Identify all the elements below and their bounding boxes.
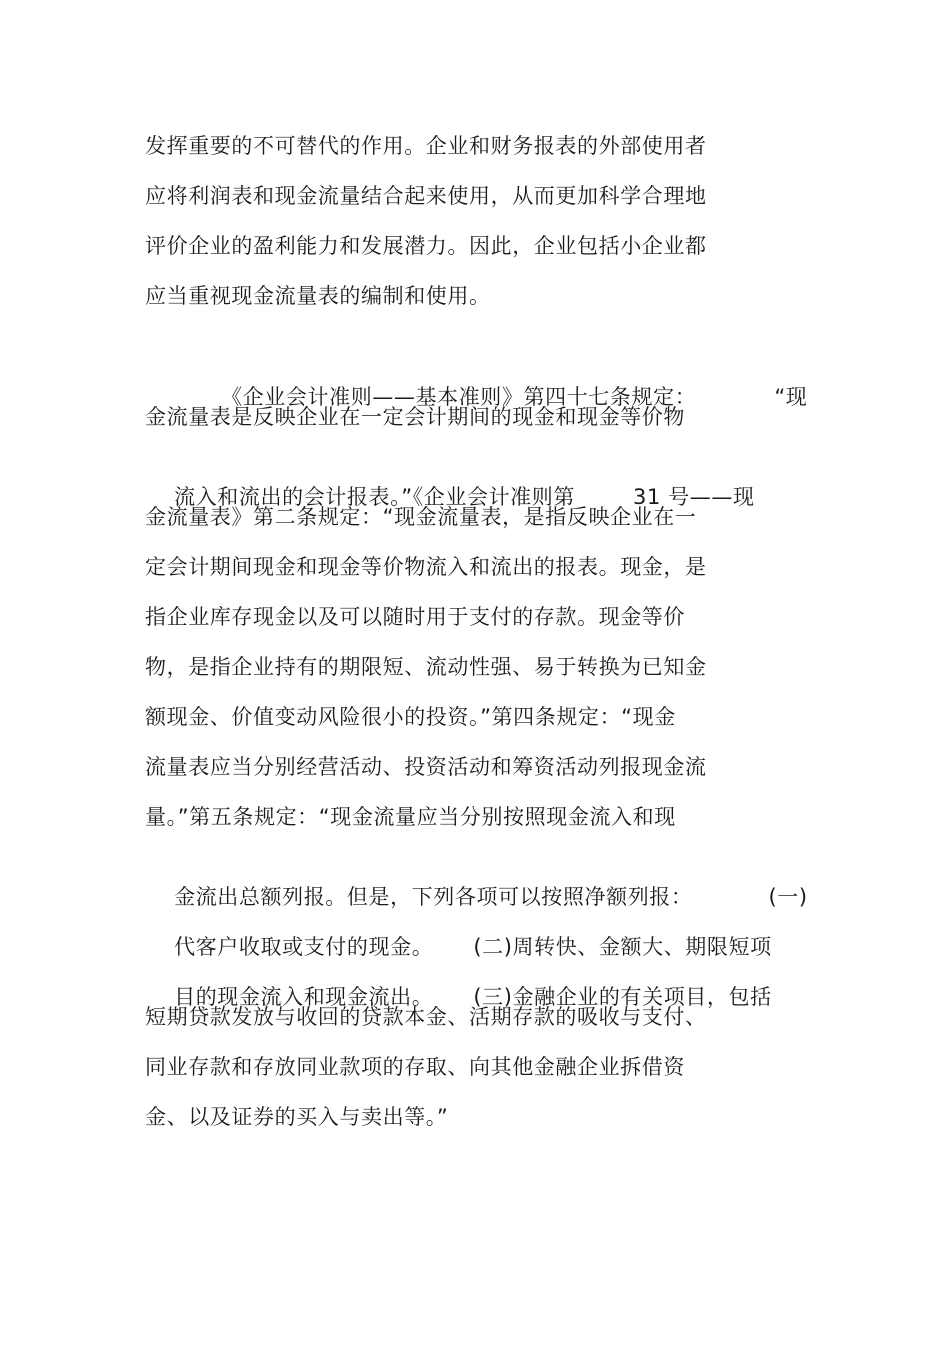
paragraph-2-line-11 [145,852,808,909]
paragraph-2-line-5: 定会计期间现金和现金等价物流入和流出的报表。现金，是 [145,555,707,579]
paragraph-2-line-3-tail: 31 号——现 [633,485,755,509]
paragraph-2-line-9: 流量表应当分别经营活动、投资活动和筹资活动列报现金流 [145,755,707,779]
paragraph-2-line-3-text: 流入和流出的会计报表。”《企业会计准则第 [174,485,575,509]
paragraph-2-line-7: 物，是指企业持有的期限短、流动性强、易于转换为已知金 [145,655,707,679]
paragraph-1-line-2: 应将利润表和现金流量结合起来使用，从而更加科学合理地 [145,184,707,208]
paragraph-2-line-12 [145,902,772,959]
paragraph-2-line-1 [192,352,808,409]
paragraph-1-line-4: 应当重视现金流量表的编制和使用。 [145,284,491,308]
paragraph-2-line-12-tail: (二)周转快、金额大、期限短项 [473,935,772,959]
paragraph-2-line-13 [145,952,772,1009]
paragraph-2-line-13-text: 目的现金流入和现金流出。 [174,985,434,1009]
paragraph-2-line-12-text: 代客户收取或支付的现金。 [174,935,434,959]
paragraph-1-line-3: 评价企业的盈利能力和发展潜力。因此，企业包括小企业都 [145,234,707,258]
paragraph-2-line-3 [145,452,755,509]
paragraph-2-line-2: 金流量表是反映企业在一定会计期间的现金和现金等价物 [145,405,685,429]
paragraph-2-line-1-tail: “现 [774,385,808,409]
paragraph-2-line-1-text: 《企业会计准则——基本准则》第四十七条规定： [221,385,697,409]
paragraph-2-line-15: 同业存款和存放同业款项的存取、向其他金融企业拆借资 [145,1055,685,1079]
paragraph-1-line-1: 发挥重要的不可替代的作用。企业和财务报表的外部使用者 [145,134,707,158]
paragraph-2-line-16: 金、以及证券的买入与卖出等。” [145,1105,449,1129]
paragraph-2-line-11-text: 金流出总额列报。但是，下列各项可以按照净额列报： [174,885,693,909]
paragraph-2-line-8: 额现金、价值变动风险很小的投资。”第四条规定：“现金 [145,705,676,729]
paragraph-2-line-14: 短期贷款发放与收回的贷款本金、活期存款的吸收与支付、 [145,1005,707,1029]
paragraph-2-line-10: 量。”第五条规定：“现金流量应当分别按照现金流入和现 [145,805,676,829]
paragraph-2-line-11-tail: (一) [768,885,808,909]
paragraph-2-line-4: 金流量表》第二条规定：“现金流量表，是指反映企业在一 [145,505,697,529]
paragraph-2-line-13-tail: (三)金融企业的有关项目，包括 [473,985,772,1009]
paragraph-2-line-6: 指企业库存现金以及可以随时用于支付的存款。现金等价 [145,605,685,629]
